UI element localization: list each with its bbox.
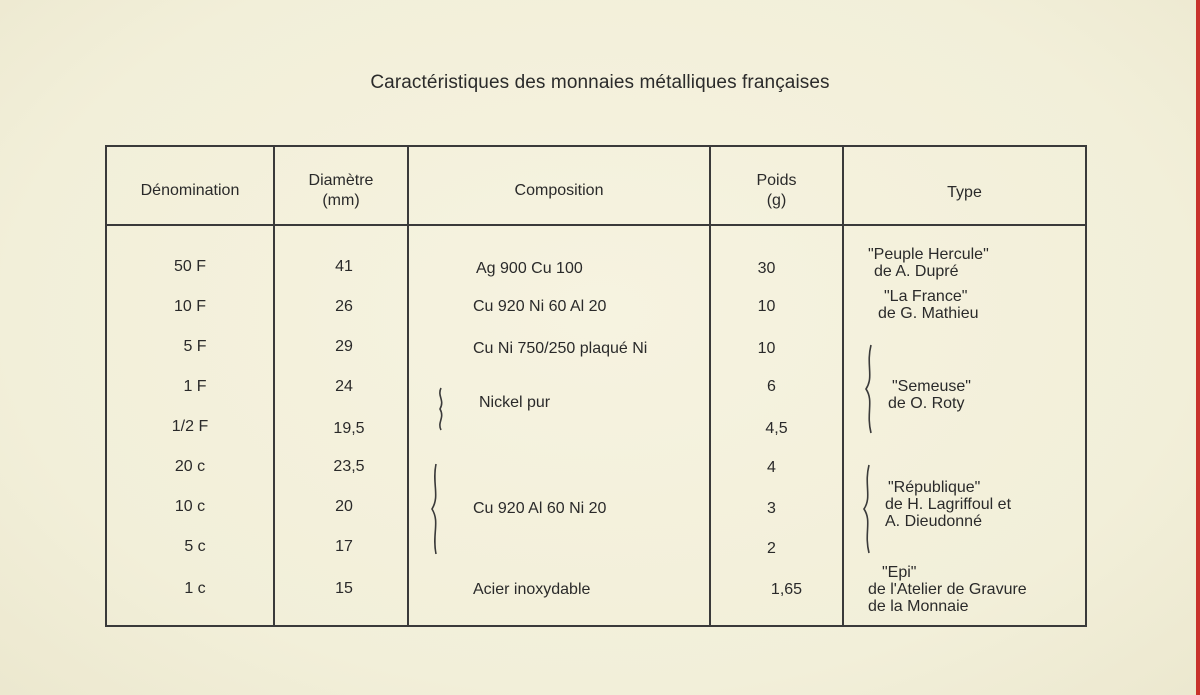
cell-denomination: 5 c bbox=[184, 538, 206, 555]
cell-denomination: 1 c bbox=[184, 580, 206, 597]
type-author: de la Monnaie bbox=[868, 598, 969, 615]
cell-poids: 30 bbox=[757, 260, 776, 277]
type-name: "La France" bbox=[884, 288, 968, 305]
cell-poids: 3 bbox=[767, 500, 776, 517]
type-author: de l'Atelier de Gravure bbox=[868, 581, 1027, 598]
cell-denomination: 50 F bbox=[173, 258, 206, 275]
header-poids bbox=[711, 171, 842, 211]
cell-poids: 10 bbox=[757, 298, 776, 315]
cell-composition: Cu 920 Ni 60 Al 20 bbox=[473, 298, 607, 315]
cell-poids: 4 bbox=[767, 459, 776, 476]
brace-bronze-alu-group bbox=[428, 462, 442, 556]
cell-diametre: 29 bbox=[335, 338, 353, 355]
type-name: "République" bbox=[888, 479, 981, 496]
cell-diametre: 23,5 bbox=[333, 458, 365, 475]
cell-poids: 1,65 bbox=[770, 581, 803, 598]
cell-denomination: 20 c bbox=[174, 458, 206, 475]
type-author: de A. Dupré bbox=[874, 263, 959, 280]
header-divider bbox=[105, 224, 1087, 226]
cell-composition: Cu 920 Al 60 Ni 20 bbox=[473, 500, 607, 517]
column-divider-4 bbox=[842, 145, 844, 627]
cell-composition: Ag 900 Cu 100 bbox=[476, 260, 583, 277]
cell-denomination: 1 F bbox=[183, 378, 207, 395]
cell-diametre: 15 bbox=[335, 580, 353, 597]
cell-poids: 2 bbox=[767, 540, 776, 557]
cell-diametre: 26 bbox=[335, 298, 353, 315]
cell-composition: Acier inoxydable bbox=[473, 581, 591, 598]
brace-nickel-group bbox=[434, 386, 448, 432]
type-name: "Peuple Hercule" bbox=[868, 246, 989, 263]
type-name: "Epi" bbox=[882, 564, 917, 581]
cell-diametre: 41 bbox=[335, 258, 353, 275]
type-author: A. Dieudonné bbox=[885, 513, 982, 530]
page-title: Caractéristiques des monnaies métalliques françaises bbox=[370, 72, 830, 93]
header-composition: Composition bbox=[514, 182, 604, 199]
type-author: de G. Mathieu bbox=[878, 305, 979, 322]
header-poids-unit: (g) bbox=[766, 192, 787, 209]
type-semeuse bbox=[888, 378, 971, 412]
type-republique bbox=[885, 479, 1011, 530]
cell-denomination: 1/2 F bbox=[171, 418, 209, 435]
cell-diametre: 17 bbox=[335, 538, 353, 555]
type-la-france bbox=[878, 288, 979, 322]
cell-composition: Nickel pur bbox=[479, 394, 551, 411]
cell-composition: Cu Ni 750/250 plaqué Ni bbox=[473, 340, 648, 357]
red-edge-strip bbox=[1196, 0, 1200, 695]
type-author: de O. Roty bbox=[888, 395, 965, 412]
header-diametre bbox=[275, 171, 407, 211]
header-diametre-unit: (mm) bbox=[322, 192, 360, 209]
cell-diametre: 20 bbox=[335, 498, 353, 515]
cell-denomination: 10 F bbox=[173, 298, 206, 315]
cell-diametre: 19,5 bbox=[333, 420, 365, 437]
cell-poids: 10 bbox=[757, 340, 776, 357]
cell-diametre: 24 bbox=[335, 378, 353, 395]
brace-republique-group bbox=[860, 463, 874, 555]
cell-poids: 6 bbox=[767, 378, 776, 395]
header-denomination: Dénomination bbox=[140, 182, 240, 199]
cell-poids: 4,5 bbox=[765, 420, 788, 437]
header-type: Type bbox=[947, 184, 982, 201]
header-poids-label: Poids bbox=[756, 172, 797, 189]
type-peuple-hercule bbox=[868, 246, 989, 280]
cell-denomination: 5 F bbox=[183, 338, 207, 355]
type-epi bbox=[868, 564, 1027, 615]
brace-semeuse-group bbox=[862, 343, 876, 435]
type-name: "Semeuse" bbox=[892, 378, 971, 395]
header-diametre-label: Diamètre bbox=[308, 172, 374, 189]
cell-denomination: 10 c bbox=[174, 498, 206, 515]
type-author: de H. Lagriffoul et bbox=[885, 496, 1012, 513]
